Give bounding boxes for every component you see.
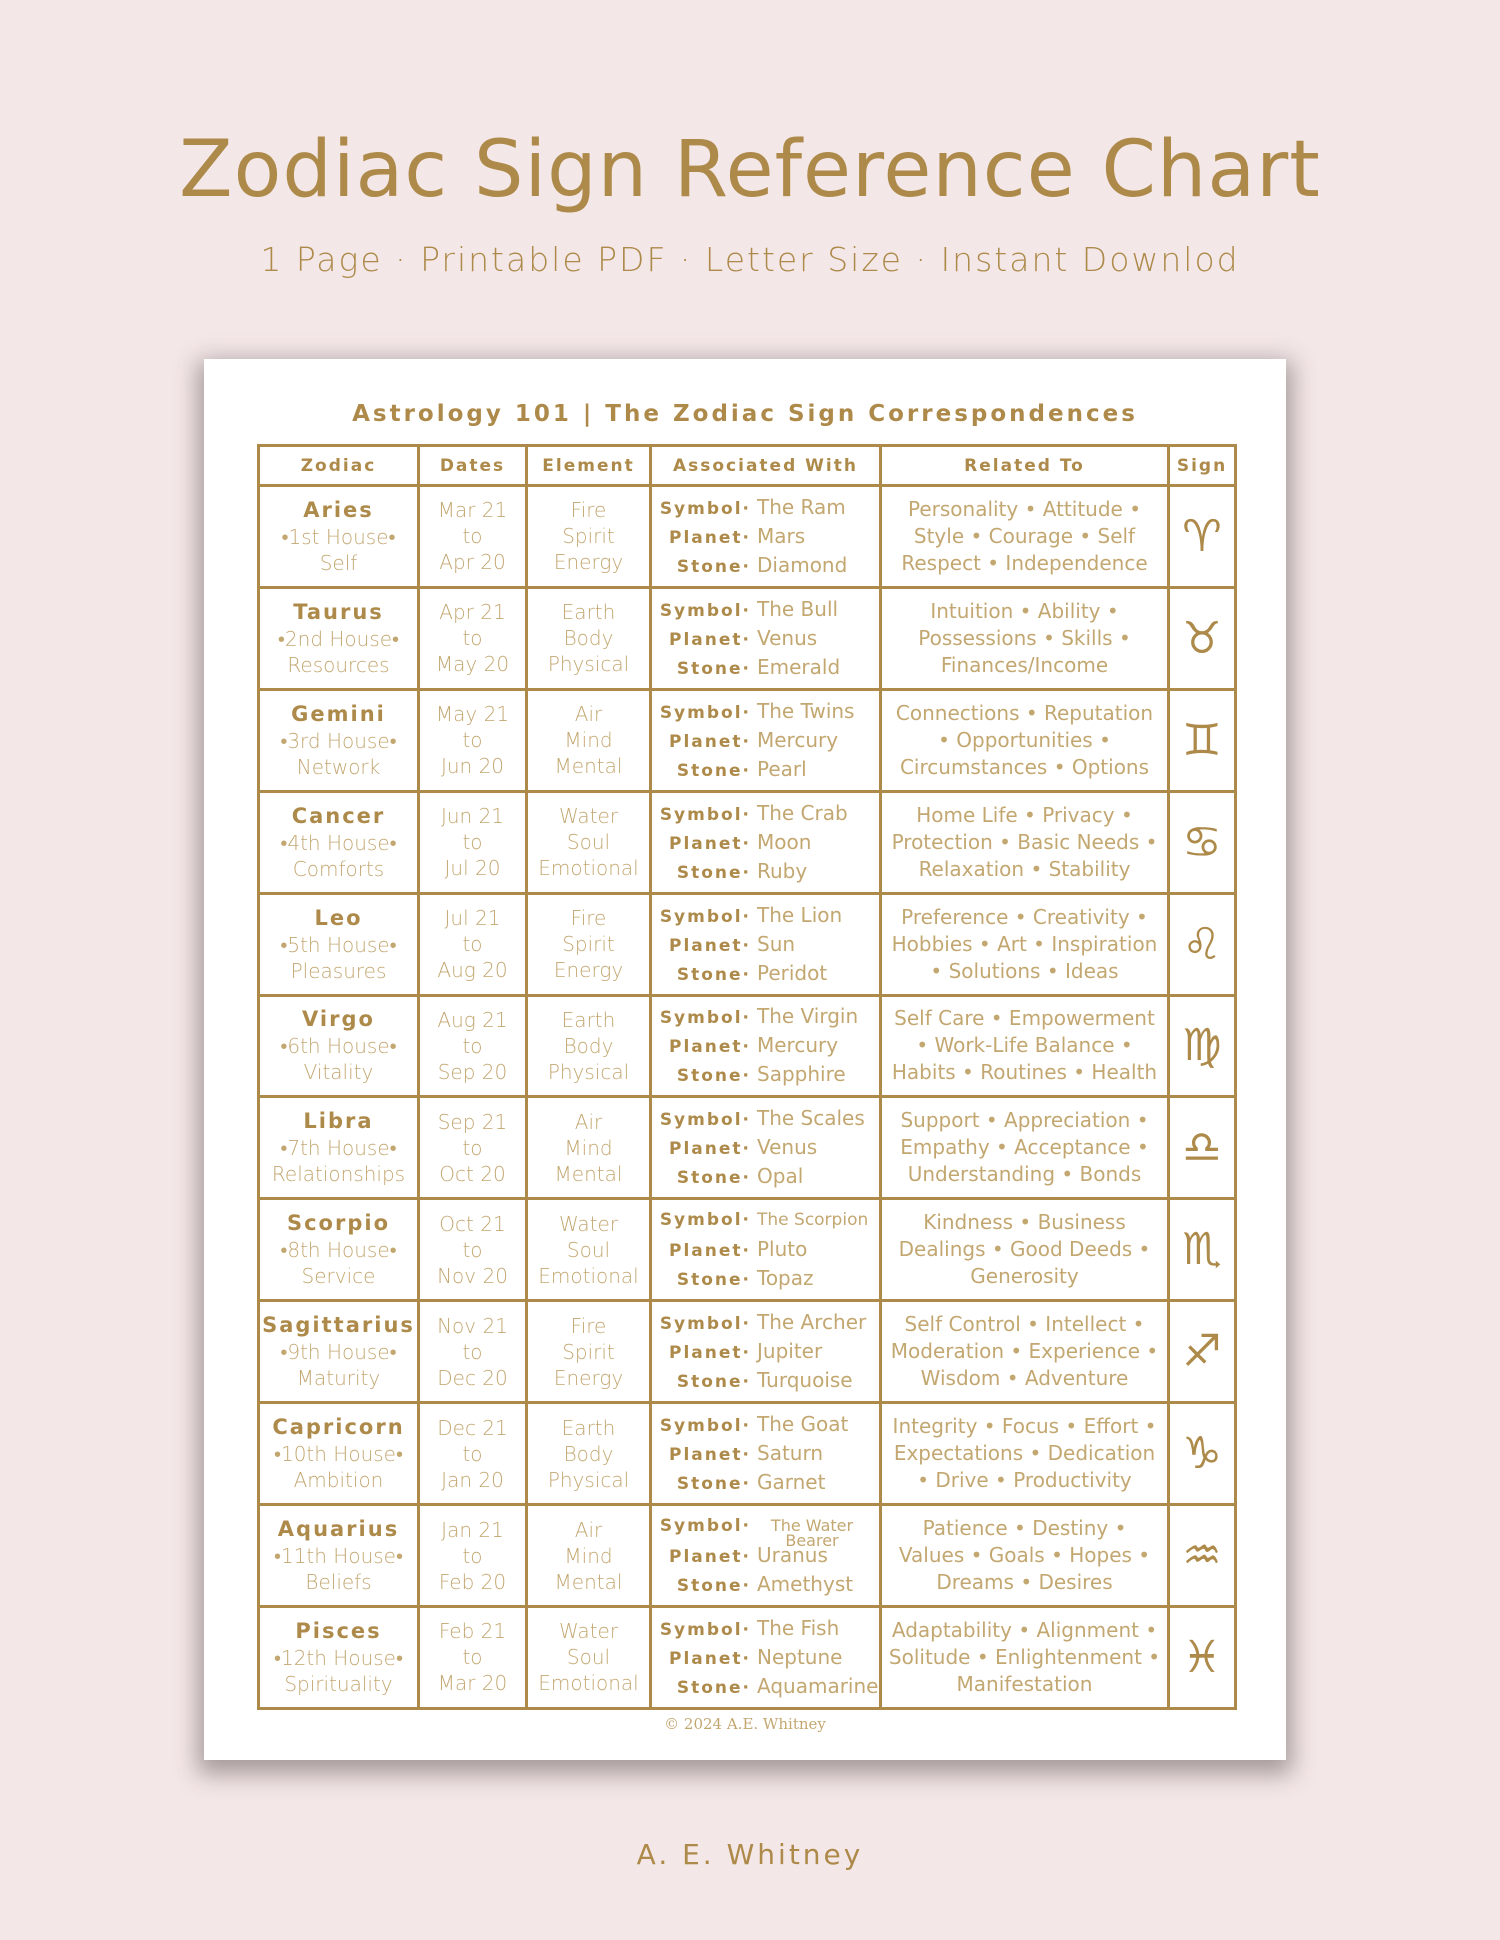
symbol-label: Symbol· xyxy=(659,1008,751,1029)
symbol-label: Symbol· xyxy=(659,1210,751,1231)
related-to-cell: Preference • Creativity • Hobbies • Art • Inspiration • Solutions • Ideas xyxy=(881,893,1169,995)
libra-icon: ♎︎ xyxy=(1182,1122,1222,1174)
stone-label: Stone· xyxy=(676,1168,751,1189)
related-to-cell: Personality • Attitude • Style • Courage • Self Respect • Independence xyxy=(881,486,1169,588)
element-aspect: Mind xyxy=(564,728,613,753)
element-quality: Mental xyxy=(554,754,623,779)
sign-cell xyxy=(1169,995,1236,1097)
zodiac-cell xyxy=(259,1606,419,1708)
stone-label: Stone· xyxy=(676,658,751,679)
zodiac-name: Aquarius xyxy=(277,1517,400,1542)
stone-label: Stone· xyxy=(676,760,751,781)
zodiac-cell xyxy=(259,995,419,1097)
dates-cell xyxy=(419,893,527,995)
element-quality: Energy xyxy=(553,958,624,983)
copyright-note: © 2024 A.E. Whitney xyxy=(664,1715,826,1733)
symbol-value: The Virgin xyxy=(757,1004,859,1029)
zodiac-house: •11th House• xyxy=(273,1544,403,1569)
stone-value: Emerald xyxy=(757,654,841,679)
date-end: Dec 20 xyxy=(437,1365,508,1390)
date-start: Jan 21 xyxy=(441,1517,504,1542)
related-to-cell: Support • Appreciation • Empathy • Acceptance • Understanding • Bonds xyxy=(881,1097,1169,1199)
dates-cell xyxy=(419,995,527,1097)
associated-with-cell xyxy=(651,1505,881,1607)
dates-cell xyxy=(419,1403,527,1505)
column-header-related-to: Related To xyxy=(881,446,1169,486)
symbol-label: Symbol· xyxy=(659,1110,751,1131)
zodiac-name: Libra xyxy=(303,1109,374,1134)
element-quality: Mental xyxy=(554,1161,623,1186)
column-header-associated-with: Associated With xyxy=(651,446,881,486)
zodiac-cell xyxy=(259,791,419,893)
element-name: Air xyxy=(574,1109,603,1134)
planet-label: Planet· xyxy=(669,1445,751,1466)
stone-value: Ruby xyxy=(757,858,808,883)
zodiac-cell xyxy=(259,1505,419,1607)
planet-value: Neptune xyxy=(757,1644,843,1669)
planet-label: Planet· xyxy=(669,935,751,956)
element-cell xyxy=(527,1301,651,1403)
zodiac-theme: Resources xyxy=(287,652,390,677)
column-header-element: Element xyxy=(527,446,651,486)
date-end: Jul 20 xyxy=(444,856,501,881)
zodiac-theme: Ambition xyxy=(293,1468,384,1493)
leo-icon: ♌︎ xyxy=(1182,918,1222,970)
zodiac-house: •5th House• xyxy=(280,932,397,957)
element-quality: Emotional xyxy=(538,1671,639,1696)
sign-cell xyxy=(1169,1097,1236,1199)
table-row xyxy=(259,1301,1236,1403)
page-title: Zodiac Sign Reference Chart xyxy=(179,125,1321,215)
planet-value: Jupiter xyxy=(757,1339,823,1364)
element-aspect: Mind xyxy=(564,1543,613,1568)
associated-with-cell xyxy=(651,995,881,1097)
associated-with-cell xyxy=(651,893,881,995)
element-cell xyxy=(527,1097,651,1199)
zodiac-name: Leo xyxy=(314,905,363,930)
symbol-value: The Fish xyxy=(757,1615,840,1640)
date-end: May 20 xyxy=(435,652,510,677)
element-name: Earth xyxy=(561,600,616,625)
symbol-label: Symbol· xyxy=(659,804,751,825)
planet-value: Mercury xyxy=(757,727,839,752)
stone-value: Sapphire xyxy=(757,1062,846,1087)
zodiac-cell xyxy=(259,587,419,689)
zodiac-name: Aries xyxy=(303,497,374,522)
zodiac-name: Pisces xyxy=(295,1618,382,1643)
gemini-icon: ♊︎ xyxy=(1182,714,1222,766)
sign-cell xyxy=(1169,587,1236,689)
symbol-value: The Twins xyxy=(757,698,855,723)
date-end: Oct 20 xyxy=(439,1161,506,1186)
element-cell xyxy=(527,486,651,588)
element-quality: Emotional xyxy=(538,856,639,881)
date-to: to xyxy=(462,1645,483,1670)
table-row xyxy=(259,995,1236,1097)
sheet-title: Astrology 101 | The Zodiac Sign Correspondences xyxy=(352,401,1138,427)
dates-cell xyxy=(419,486,527,588)
planet-label: Planet· xyxy=(669,1241,751,1262)
planet-value: Saturn xyxy=(757,1441,824,1466)
stone-value: Aquamarine xyxy=(757,1673,879,1698)
symbol-value: The Archer xyxy=(757,1310,867,1335)
date-to: to xyxy=(462,524,483,549)
element-name: Water xyxy=(558,804,619,829)
symbol-value: The Goat xyxy=(757,1412,849,1437)
stone-label: Stone· xyxy=(676,862,751,883)
table-row xyxy=(259,791,1236,893)
element-name: Fire xyxy=(570,906,607,931)
table-row xyxy=(259,1606,1236,1708)
element-aspect: Soul xyxy=(566,1645,611,1670)
date-start: Oct 21 xyxy=(439,1211,506,1236)
planet-label: Planet· xyxy=(669,731,751,752)
zodiac-theme: Service xyxy=(301,1264,376,1289)
element-quality: Mental xyxy=(554,1569,623,1594)
date-start: Apr 21 xyxy=(439,600,506,625)
zodiac-theme: Maturity xyxy=(296,1366,381,1391)
element-aspect: Spirit xyxy=(562,1339,615,1364)
planet-label: Planet· xyxy=(669,1343,751,1364)
virgo-icon: ♍︎ xyxy=(1182,1020,1222,1072)
sign-cell xyxy=(1169,791,1236,893)
zodiac-house: •10th House• xyxy=(273,1442,403,1467)
planet-label: Planet· xyxy=(669,833,751,854)
stone-value: Garnet xyxy=(757,1470,826,1495)
symbol-label: Symbol· xyxy=(659,1516,751,1537)
element-aspect: Body xyxy=(563,626,614,651)
related-to-cell: Self Care • Empowerment • Work-Life Balance • Habits • Routines • Health xyxy=(881,995,1169,1097)
symbol-value: The Bull xyxy=(757,596,839,621)
zodiac-theme: Pleasures xyxy=(290,958,387,983)
element-name: Earth xyxy=(561,1415,616,1440)
element-name: Water xyxy=(558,1211,619,1236)
dates-cell xyxy=(419,1301,527,1403)
symbol-value: The Water Bearer xyxy=(770,1516,854,1551)
stone-value: Topaz xyxy=(757,1266,814,1291)
date-end: Mar 20 xyxy=(437,1671,508,1696)
zodiac-cell xyxy=(259,1097,419,1199)
table-row xyxy=(259,689,1236,791)
associated-with-cell xyxy=(651,689,881,791)
dates-cell xyxy=(419,791,527,893)
zodiac-name: Sagittarius xyxy=(262,1313,415,1338)
element-aspect: Mind xyxy=(564,1135,613,1160)
table-row xyxy=(259,1403,1236,1505)
zodiac-cell xyxy=(259,486,419,588)
element-cell xyxy=(527,689,651,791)
date-to: to xyxy=(462,1543,483,1568)
sign-cell xyxy=(1169,1199,1236,1301)
planet-label: Planet· xyxy=(669,527,751,548)
symbol-value: The Lion xyxy=(757,902,843,927)
sign-cell xyxy=(1169,893,1236,995)
related-to-cell: Connections • Reputation • Opportunities • Circumstances • Options xyxy=(881,689,1169,791)
element-cell xyxy=(527,1403,651,1505)
zodiac-house: •4th House• xyxy=(280,830,397,855)
element-quality: Physical xyxy=(547,652,630,677)
date-end: Jun 20 xyxy=(440,754,505,779)
zodiac-house: •2nd House• xyxy=(277,626,400,651)
aquarius-icon: ♒︎ xyxy=(1182,1530,1222,1582)
zodiac-name: Scorpio xyxy=(286,1211,390,1236)
zodiac-cell xyxy=(259,689,419,791)
date-start: Dec 21 xyxy=(437,1415,508,1440)
associated-with-cell xyxy=(651,1199,881,1301)
date-end: Jan 20 xyxy=(441,1467,504,1492)
element-cell xyxy=(527,587,651,689)
dates-cell xyxy=(419,587,527,689)
symbol-label: Symbol· xyxy=(659,600,751,621)
pisces-icon: ♓︎ xyxy=(1182,1631,1222,1683)
planet-value: Moon xyxy=(757,829,812,854)
date-start: Jul 21 xyxy=(444,906,501,931)
zodiac-theme: Network xyxy=(296,754,381,779)
element-quality: Physical xyxy=(547,1059,630,1084)
element-aspect: Body xyxy=(563,1441,614,1466)
stone-value: Amethyst xyxy=(757,1572,854,1597)
scorpio-icon: ♏︎ xyxy=(1182,1224,1222,1276)
symbol-value: The Crab xyxy=(757,800,848,825)
stone-label: Stone· xyxy=(676,1474,751,1495)
element-cell xyxy=(527,995,651,1097)
symbol-label: Symbol· xyxy=(659,702,751,723)
symbol-label: Symbol· xyxy=(659,498,751,519)
zodiac-cell xyxy=(259,1301,419,1403)
zodiac-cell xyxy=(259,1199,419,1301)
element-cell xyxy=(527,1505,651,1607)
date-to: to xyxy=(462,626,483,651)
column-header-zodiac: Zodiac xyxy=(259,446,419,486)
sagittarius-icon: ♐︎ xyxy=(1182,1326,1222,1378)
zodiac-house: •9th House• xyxy=(280,1340,397,1365)
date-end: Sep 20 xyxy=(437,1059,508,1084)
date-end: Feb 20 xyxy=(438,1569,507,1594)
table-row xyxy=(259,1505,1236,1607)
stone-label: Stone· xyxy=(676,1270,751,1291)
date-to: to xyxy=(462,1441,483,1466)
stone-label: Stone· xyxy=(676,1372,751,1393)
date-end: Apr 20 xyxy=(439,550,506,575)
zodiac-house: •1st House• xyxy=(281,524,396,549)
zodiac-cell xyxy=(259,893,419,995)
date-to: to xyxy=(462,1135,483,1160)
table-row xyxy=(259,486,1236,588)
stone-value: Diamond xyxy=(757,552,848,577)
date-start: Jun 21 xyxy=(440,804,505,829)
zodiac-theme: Beliefs xyxy=(305,1570,372,1595)
planet-value: Mars xyxy=(757,523,806,548)
date-end: Nov 20 xyxy=(437,1263,508,1288)
taurus-icon: ♉︎ xyxy=(1182,612,1222,664)
stone-value: Turquoise xyxy=(757,1368,853,1393)
zodiac-name: Capricorn xyxy=(272,1415,405,1440)
date-end: Aug 20 xyxy=(437,958,508,983)
aries-icon: ♈︎ xyxy=(1182,510,1222,562)
element-cell xyxy=(527,893,651,995)
column-header-dates: Dates xyxy=(419,446,527,486)
associated-with-cell xyxy=(651,1606,881,1708)
sign-cell xyxy=(1169,1606,1236,1708)
element-name: Earth xyxy=(561,1007,616,1032)
planet-value: Mercury xyxy=(757,1033,839,1058)
table-row xyxy=(259,587,1236,689)
zodiac-house: •7th House• xyxy=(280,1136,397,1161)
planet-label: Planet· xyxy=(669,1037,751,1058)
related-to-cell: Adaptability • Alignment • Solitude • Enlightenment • Manifestation xyxy=(881,1606,1169,1708)
stone-value: Peridot xyxy=(757,960,828,985)
zodiac-theme: Spirituality xyxy=(284,1671,393,1696)
printable-sheet-preview xyxy=(204,359,1286,1760)
zodiac-cell xyxy=(259,1403,419,1505)
sign-cell xyxy=(1169,486,1236,588)
date-to: to xyxy=(462,728,483,753)
stone-label: Stone· xyxy=(676,1576,751,1597)
date-start: Mar 21 xyxy=(437,498,508,523)
author-credit: A. E. Whitney xyxy=(636,1838,864,1871)
zodiac-table xyxy=(257,444,1237,1710)
column-header-sign: Sign xyxy=(1169,446,1236,486)
related-to-cell: Kindness • Business Dealings • Good Deeds • Generosity xyxy=(881,1199,1169,1301)
sign-cell xyxy=(1169,689,1236,791)
table-header-row xyxy=(259,446,1236,486)
planet-value: Venus xyxy=(757,625,818,650)
zodiac-house: •6th House• xyxy=(280,1034,397,1059)
associated-with-cell xyxy=(651,1403,881,1505)
planet-label: Planet· xyxy=(669,1139,751,1160)
element-name: Air xyxy=(574,1517,603,1542)
related-to-cell: Home Life • Privacy • Protection • Basic Needs • Relaxation • Stability xyxy=(881,791,1169,893)
date-to: to xyxy=(462,1339,483,1364)
associated-with-cell xyxy=(651,791,881,893)
capricorn-icon: ♑︎ xyxy=(1182,1428,1222,1480)
date-to: to xyxy=(462,932,483,957)
symbol-label: Symbol· xyxy=(659,1416,751,1437)
zodiac-theme: Self xyxy=(319,550,358,575)
symbol-label: Symbol· xyxy=(659,906,751,927)
sign-cell xyxy=(1169,1403,1236,1505)
page-subtitle: 1 Page · Printable PDF · Letter Size · Instant Downlod xyxy=(260,240,1240,279)
zodiac-theme: Comforts xyxy=(292,856,385,881)
planet-label: Planet· xyxy=(669,629,751,650)
element-cell xyxy=(527,1606,651,1708)
planet-value: Uranus xyxy=(757,1543,828,1568)
element-aspect: Spirit xyxy=(562,932,615,957)
sign-cell xyxy=(1169,1301,1236,1403)
element-quality: Energy xyxy=(553,1365,624,1390)
element-quality: Energy xyxy=(553,550,624,575)
date-start: Feb 21 xyxy=(438,1619,507,1644)
related-to-cell: Self Control • Intellect • Moderation • Experience • Wisdom • Adventure xyxy=(881,1301,1169,1403)
dates-cell xyxy=(419,689,527,791)
date-start: Aug 21 xyxy=(437,1007,508,1032)
table-row xyxy=(259,893,1236,995)
stone-label: Stone· xyxy=(676,1677,751,1698)
dates-cell xyxy=(419,1199,527,1301)
symbol-label: Symbol· xyxy=(659,1314,751,1335)
zodiac-name: Virgo xyxy=(302,1007,375,1032)
related-to-cell: Patience • Destiny • Values • Goals • Hopes • Dreams • Desires xyxy=(881,1505,1169,1607)
date-start: Sep 21 xyxy=(437,1109,508,1134)
associated-with-cell xyxy=(651,587,881,689)
date-start: May 21 xyxy=(435,702,510,727)
stone-value: Pearl xyxy=(757,756,807,781)
element-quality: Physical xyxy=(547,1467,630,1492)
element-quality: Emotional xyxy=(538,1263,639,1288)
element-name: Water xyxy=(558,1619,619,1644)
element-aspect: Soul xyxy=(566,830,611,855)
date-to: to xyxy=(462,1237,483,1262)
associated-with-cell xyxy=(651,486,881,588)
table-row xyxy=(259,1097,1236,1199)
table-row xyxy=(259,1199,1236,1301)
zodiac-theme: Vitality xyxy=(303,1060,374,1085)
associated-with-cell xyxy=(651,1301,881,1403)
zodiac-name: Gemini xyxy=(291,701,386,726)
date-start: Nov 21 xyxy=(437,1313,508,1338)
zodiac-house: •3rd House• xyxy=(280,728,397,753)
cancer-icon: ♋︎ xyxy=(1182,816,1222,868)
dates-cell xyxy=(419,1505,527,1607)
zodiac-house: •12th House• xyxy=(273,1645,403,1670)
sign-cell xyxy=(1169,1505,1236,1607)
element-name: Fire xyxy=(570,498,607,523)
dates-cell xyxy=(419,1097,527,1199)
zodiac-house: •8th House• xyxy=(280,1238,397,1263)
stone-value: Opal xyxy=(757,1164,804,1189)
stone-label: Stone· xyxy=(676,1066,751,1087)
associated-with-cell xyxy=(651,1097,881,1199)
element-cell xyxy=(527,791,651,893)
planet-label: Planet· xyxy=(669,1547,751,1568)
zodiac-name: Taurus xyxy=(293,599,384,624)
planet-label: Planet· xyxy=(669,1648,751,1669)
related-to-cell: Intuition • Ability • Possessions • Skills • Finances/Income xyxy=(881,587,1169,689)
planet-value: Venus xyxy=(757,1135,818,1160)
planet-value: Pluto xyxy=(757,1237,808,1262)
element-aspect: Spirit xyxy=(562,524,615,549)
element-name: Air xyxy=(574,702,603,727)
related-to-cell: Integrity • Focus • Effort • Expectations • Dedication • Drive • Productivity xyxy=(881,1403,1169,1505)
element-cell xyxy=(527,1199,651,1301)
planet-value: Sun xyxy=(757,931,796,956)
stone-label: Stone· xyxy=(676,964,751,985)
symbol-label: Symbol· xyxy=(659,1619,751,1640)
zodiac-theme: Relationships xyxy=(271,1162,406,1187)
zodiac-name: Cancer xyxy=(291,803,386,828)
symbol-value: The Scorpion xyxy=(757,1210,869,1231)
element-aspect: Body xyxy=(563,1033,614,1058)
symbol-value: The Scales xyxy=(757,1106,865,1131)
dates-cell xyxy=(419,1606,527,1708)
date-to: to xyxy=(462,1033,483,1058)
date-to: to xyxy=(462,830,483,855)
element-name: Fire xyxy=(570,1313,607,1338)
stone-label: Stone· xyxy=(676,556,751,577)
element-aspect: Soul xyxy=(566,1237,611,1262)
symbol-value: The Ram xyxy=(757,494,846,519)
